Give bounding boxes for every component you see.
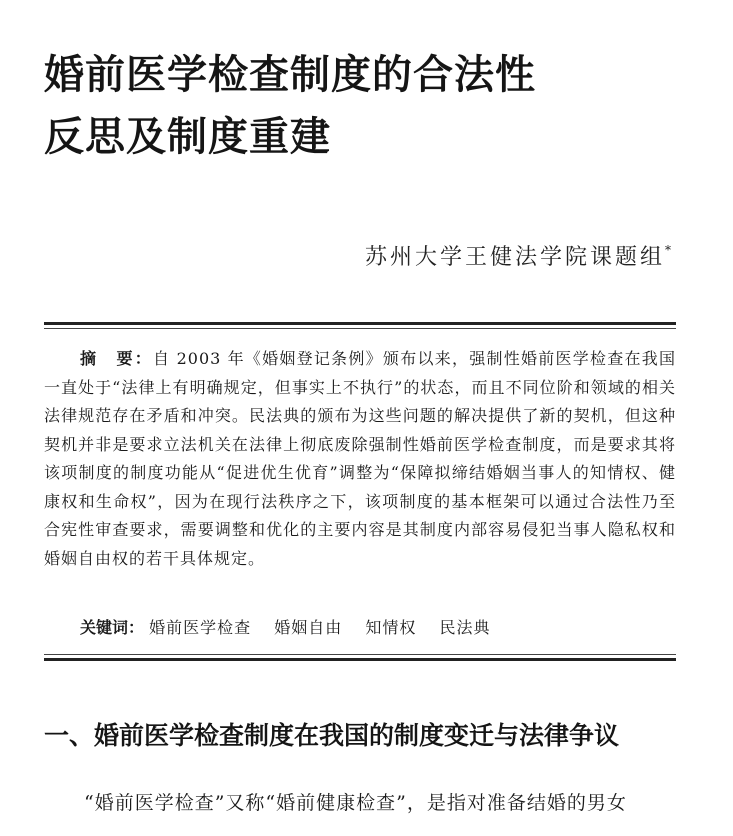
abstract-paragraph bbox=[44, 345, 676, 573]
abstract-top-rule bbox=[44, 322, 676, 329]
rule-thick-line bbox=[44, 322, 676, 325]
abstract-block bbox=[44, 345, 676, 573]
keywords-label: 关键词： bbox=[80, 618, 145, 637]
rule-thin-line bbox=[44, 328, 676, 329]
title-line-2: 反思及制度重建 bbox=[44, 114, 331, 160]
section-heading: 一、婚前医学检查制度在我国的制度变迁与法律争议 bbox=[44, 721, 620, 750]
keyword-item: 知情权 bbox=[365, 618, 417, 637]
body-paragraph: “婚前医学检查”又称“婚前健康检查”，是指对准备结婚的男女 bbox=[84, 792, 627, 814]
title-line-1: 婚前医学检查制度的合法性 bbox=[44, 52, 536, 98]
abstract-text: 自 2003 年《婚姻登记条例》颁布以来，强制性婚前医学检查在我国一直处于“法律上有明确规定，但事实上不执行”的状态，而且不同位阶和领域的相关法律规范存在矛盾和冲突。民法典的颁布为这些问题的解决提供了新的契机，但这种契机并非是要求立法机关在法律上彻底废除强制性婚前医学检查制度，而是要求其将该项制度的制度功能从“促进优生优育”调整为“保障拟缔结婚姻当事人的知情权、健康权和生命权”，因为在现行法秩序之下，该项制度的基本框架可以通过合法性乃至合宪性审查要求，需要调整和优化的主要内容是其制度内部容易侵犯当事人隐私权和婚姻自由权的若干具体规定。 bbox=[44, 349, 676, 568]
abstract-label: 摘 要： bbox=[80, 349, 154, 368]
keywords-line bbox=[80, 614, 508, 642]
rule-thick-line bbox=[44, 658, 676, 661]
author-line bbox=[365, 240, 671, 271]
author-footnote-mark: * bbox=[665, 243, 671, 257]
author-name: 苏州大学王健法学院课题组 bbox=[364, 245, 665, 270]
rule-thin-line bbox=[44, 654, 676, 655]
article-title bbox=[44, 44, 684, 168]
keyword-item: 婚姻自由 bbox=[274, 618, 343, 637]
abstract-bottom-rule bbox=[44, 654, 676, 661]
keyword-item: 民法典 bbox=[439, 618, 491, 637]
keyword-item: 婚前医学检查 bbox=[149, 618, 252, 637]
